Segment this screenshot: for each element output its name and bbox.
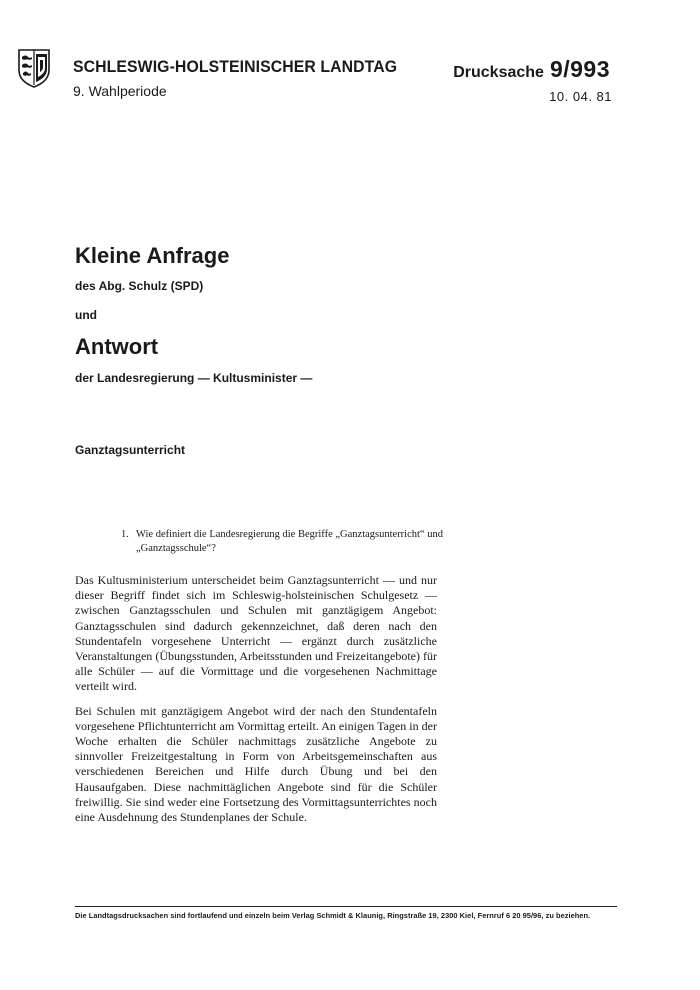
question-number: 1. <box>121 529 129 540</box>
schleswig-holstein-crest-icon <box>17 48 51 88</box>
title-kleine-anfrage: Kleine Anfrage <box>75 243 230 268</box>
document-number <box>453 56 610 83</box>
document-date: 10. 04. 81 <box>549 89 612 104</box>
document-subject: Ganztagsunterricht <box>75 443 186 457</box>
parliament-name: SCHLESWIG-HOLSTEINISCHER LANDTAG <box>73 57 398 76</box>
answer-paragraph: Bei Schulen mit ganztägigem Angebot wird der nach den Stundentafeln vorgesehene Pflichtunterricht am Vormittag erteilt. An einigen Tagen in der Woche erhalten die Schüler nachmittags zusätzliche Angebote zu sinnvoller Freizeitgestaltung in Form von Arbeitsgemeinschaften aus verschiedenen Bereichen und Hilfe durch Übung und bei den Hausaufgaben. Diese nachmittäglichen Angebote sind für die Schüler freiwillig. Sie sind weder eine Fortsetzung des Vormittagsunterrichtes noch eine Ausdehnung des Stundenplanes der Schule. <box>75 703 437 825</box>
responding-government: der Landesregierung — Kultusminister — <box>75 371 313 385</box>
document-number-value: 9/993 <box>549 56 610 82</box>
question-text: Wie definiert die Landesregierung die Begriffe „Ganztagsunterricht“ und „Ganztagsschule“? <box>136 529 443 554</box>
answer-body <box>75 573 437 834</box>
footer-divider <box>75 906 617 907</box>
legislative-period: 9. Wahlperiode <box>73 83 167 99</box>
conjunction-und: und <box>75 308 97 322</box>
question-1 <box>121 528 461 556</box>
inquiry-author: des Abg. Schulz (SPD) <box>75 279 204 293</box>
answer-paragraph: Das Kultusministerium unterscheidet beim Ganztagsunterricht — und nur dieser Begriff findet sich im Schleswig-holsteinischen Schulgesetz — zwischen Ganztagsschulen und Schulen mit ganztägigem Angebot: Ganztagsschulen sind dadurch gekennzeichnet, daß deren nach den Stundentafeln vorgesehene Unterricht — ergänzt durch zusätzliche Veranstaltungen (Übungsstunden, Arbeitsstunden und Freizeitangebote) für alle Schüler — auf die Vormittage und die vorgesehenen Nachmittage verteilt wird. <box>75 573 437 694</box>
title-antwort: Antwort <box>75 334 159 359</box>
document-number-label: Drucksache <box>453 64 544 81</box>
footer-note: Die Landtagsdrucksachen sind fortlaufend und einzeln beim Verlag Schmidt & Klaunig, Ringstraße 19, 2300 Kiel, Fernruf 6 20 95/96, zu beziehen. <box>75 911 591 920</box>
